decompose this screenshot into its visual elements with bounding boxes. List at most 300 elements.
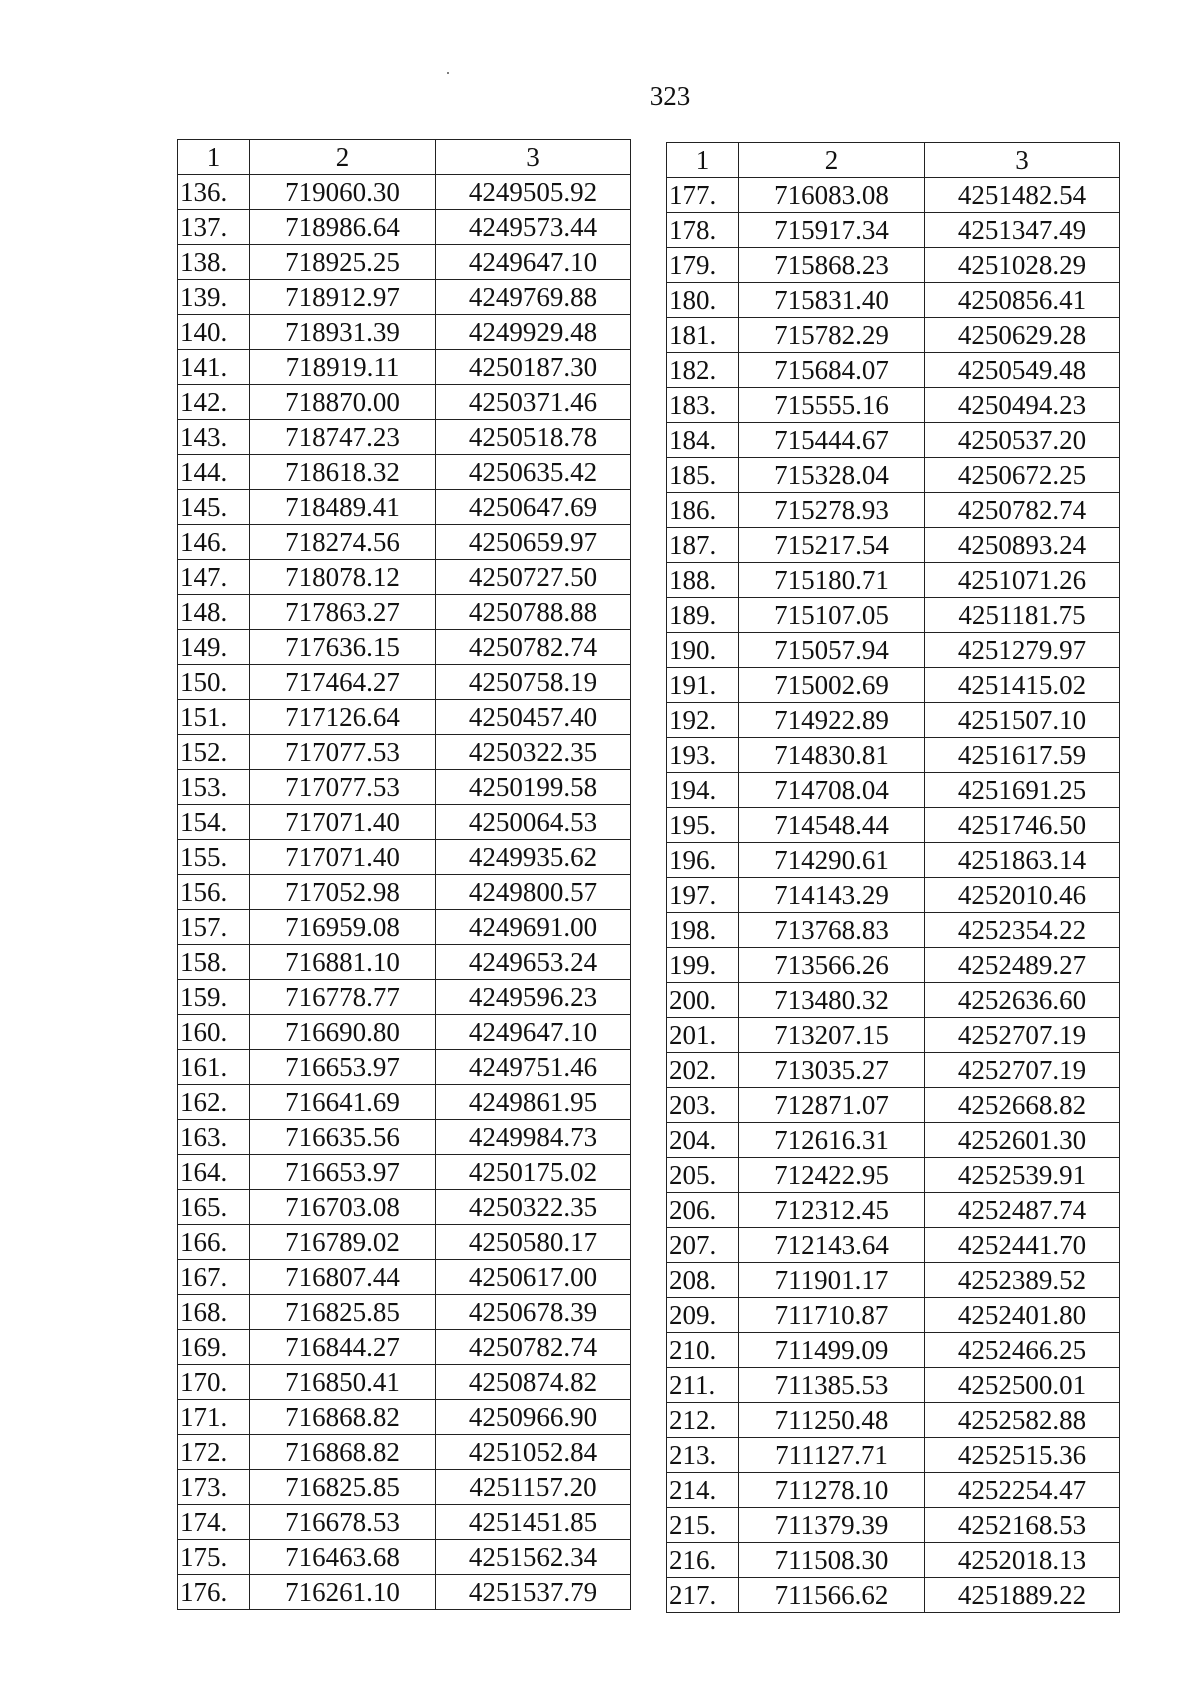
x-coordinate-cell: 716825.85 <box>250 1470 436 1505</box>
table-row <box>178 1085 631 1120</box>
x-coordinate-cell: 715107.05 <box>739 598 925 633</box>
point-number-cell: 136. <box>178 175 250 210</box>
y-coordinate-cell: 4250549.48 <box>925 353 1120 388</box>
table-row <box>667 493 1120 528</box>
y-coordinate-cell: 4252389.52 <box>925 1263 1120 1298</box>
x-coordinate-cell: 715444.67 <box>739 423 925 458</box>
y-coordinate-cell: 4250758.19 <box>436 665 631 700</box>
x-coordinate-cell: 716868.82 <box>250 1435 436 1470</box>
table-row <box>178 630 631 665</box>
y-coordinate-cell: 4250187.30 <box>436 350 631 385</box>
x-coordinate-cell: 712616.31 <box>739 1123 925 1158</box>
point-number-cell: 152. <box>178 735 250 770</box>
point-number-cell: 149. <box>178 630 250 665</box>
y-coordinate-cell: 4250874.82 <box>436 1365 631 1400</box>
table-row <box>667 1403 1120 1438</box>
y-coordinate-cell: 4249751.46 <box>436 1050 631 1085</box>
y-coordinate-cell: 4250678.39 <box>436 1295 631 1330</box>
x-coordinate-cell: 716868.82 <box>250 1400 436 1435</box>
table-row <box>667 283 1120 318</box>
x-coordinate-cell: 717464.27 <box>250 665 436 700</box>
y-coordinate-cell: 4252539.91 <box>925 1158 1120 1193</box>
table-row <box>667 423 1120 458</box>
point-number-cell: 199. <box>667 948 739 983</box>
table-row <box>667 1053 1120 1088</box>
x-coordinate-cell: 716641.69 <box>250 1085 436 1120</box>
x-coordinate-cell: 716261.10 <box>250 1575 436 1610</box>
x-coordinate-cell: 714290.61 <box>739 843 925 878</box>
point-number-cell: 169. <box>178 1330 250 1365</box>
table-row <box>667 808 1120 843</box>
x-coordinate-cell: 716807.44 <box>250 1260 436 1295</box>
point-number-cell: 146. <box>178 525 250 560</box>
x-coordinate-cell: 711901.17 <box>739 1263 925 1298</box>
y-coordinate-cell: 4251617.59 <box>925 738 1120 773</box>
x-coordinate-cell: 711566.62 <box>739 1578 925 1613</box>
x-coordinate-cell: 718986.64 <box>250 210 436 245</box>
point-number-cell: 156. <box>178 875 250 910</box>
point-number-cell: 139. <box>178 280 250 315</box>
y-coordinate-cell: 4250782.74 <box>436 630 631 665</box>
point-number-cell: 183. <box>667 388 739 423</box>
x-coordinate-cell: 716778.77 <box>250 980 436 1015</box>
x-coordinate-cell: 713768.83 <box>739 913 925 948</box>
y-coordinate-cell: 4250629.28 <box>925 318 1120 353</box>
point-number-cell: 168. <box>178 1295 250 1330</box>
x-coordinate-cell: 715555.16 <box>739 388 925 423</box>
x-coordinate-cell: 713566.26 <box>739 948 925 983</box>
x-coordinate-cell: 717126.64 <box>250 700 436 735</box>
table-row <box>667 1228 1120 1263</box>
y-coordinate-cell: 4252487.74 <box>925 1193 1120 1228</box>
table-row <box>178 1190 631 1225</box>
y-coordinate-cell: 4249861.95 <box>436 1085 631 1120</box>
y-coordinate-cell: 4250856.41 <box>925 283 1120 318</box>
y-coordinate-cell: 4251562.34 <box>436 1540 631 1575</box>
point-number-cell: 155. <box>178 840 250 875</box>
table-row <box>667 248 1120 283</box>
point-number-cell: 203. <box>667 1088 739 1123</box>
table-row <box>178 1050 631 1085</box>
point-number-cell: 154. <box>178 805 250 840</box>
table-row <box>178 1260 631 1295</box>
table-row <box>178 665 631 700</box>
table-row <box>667 1333 1120 1368</box>
point-number-cell: 179. <box>667 248 739 283</box>
x-coordinate-cell: 715002.69 <box>739 668 925 703</box>
point-number-cell: 211. <box>667 1368 739 1403</box>
point-number-cell: 197. <box>667 878 739 913</box>
x-coordinate-cell: 716825.85 <box>250 1295 436 1330</box>
table-row <box>667 1193 1120 1228</box>
y-coordinate-cell: 4250782.74 <box>925 493 1120 528</box>
table-row <box>178 910 631 945</box>
x-coordinate-cell: 714143.29 <box>739 878 925 913</box>
y-coordinate-cell: 4252441.70 <box>925 1228 1120 1263</box>
point-number-cell: 216. <box>667 1543 739 1578</box>
coordinates-table-right <box>666 142 1120 1613</box>
x-coordinate-cell: 716844.27 <box>250 1330 436 1365</box>
y-coordinate-cell: 4251415.02 <box>925 668 1120 703</box>
point-number-cell: 193. <box>667 738 739 773</box>
table-row <box>178 490 631 525</box>
column-header-3: 3 <box>925 143 1120 178</box>
point-number-cell: 151. <box>178 700 250 735</box>
table-row <box>667 703 1120 738</box>
table-row <box>667 948 1120 983</box>
point-number-cell: 195. <box>667 808 739 843</box>
point-number-cell: 217. <box>667 1578 739 1613</box>
point-number-cell: 150. <box>178 665 250 700</box>
y-coordinate-cell: 4250537.20 <box>925 423 1120 458</box>
y-coordinate-cell: 4251157.20 <box>436 1470 631 1505</box>
x-coordinate-cell: 712143.64 <box>739 1228 925 1263</box>
y-coordinate-cell: 4252354.22 <box>925 913 1120 948</box>
point-number-cell: 172. <box>178 1435 250 1470</box>
x-coordinate-cell: 716083.08 <box>739 178 925 213</box>
point-number-cell: 184. <box>667 423 739 458</box>
point-number-cell: 147. <box>178 560 250 595</box>
point-number-cell: 187. <box>667 528 739 563</box>
x-coordinate-cell: 718274.56 <box>250 525 436 560</box>
x-coordinate-cell: 717863.27 <box>250 595 436 630</box>
table-row <box>667 353 1120 388</box>
y-coordinate-cell: 4251028.29 <box>925 248 1120 283</box>
y-coordinate-cell: 4250788.88 <box>436 595 631 630</box>
table-row <box>667 1543 1120 1578</box>
x-coordinate-cell: 717071.40 <box>250 805 436 840</box>
y-coordinate-cell: 4250893.24 <box>925 528 1120 563</box>
y-coordinate-cell: 4250966.90 <box>436 1400 631 1435</box>
x-coordinate-cell: 716703.08 <box>250 1190 436 1225</box>
point-number-cell: 207. <box>667 1228 739 1263</box>
point-number-cell: 178. <box>667 213 739 248</box>
point-number-cell: 145. <box>178 490 250 525</box>
table-row <box>178 560 631 595</box>
y-coordinate-cell: 4251071.26 <box>925 563 1120 598</box>
y-coordinate-cell: 4250494.23 <box>925 388 1120 423</box>
x-coordinate-cell: 718925.25 <box>250 245 436 280</box>
point-number-cell: 161. <box>178 1050 250 1085</box>
point-number-cell: 177. <box>667 178 739 213</box>
table-row <box>178 1435 631 1470</box>
table-row <box>178 385 631 420</box>
table-row <box>178 1330 631 1365</box>
y-coordinate-cell: 4250371.46 <box>436 385 631 420</box>
y-coordinate-cell: 4252582.88 <box>925 1403 1120 1438</box>
table-row <box>178 245 631 280</box>
x-coordinate-cell: 717052.98 <box>250 875 436 910</box>
x-coordinate-cell: 711379.39 <box>739 1508 925 1543</box>
table-row <box>178 1540 631 1575</box>
y-coordinate-cell: 4250659.97 <box>436 525 631 560</box>
y-coordinate-cell: 4252515.36 <box>925 1438 1120 1473</box>
point-number-cell: 192. <box>667 703 739 738</box>
y-coordinate-cell: 4250064.53 <box>436 805 631 840</box>
page-number: 323 <box>649 81 691 111</box>
point-number-cell: 189. <box>667 598 739 633</box>
table-row <box>178 770 631 805</box>
y-coordinate-cell: 4252018.13 <box>925 1543 1120 1578</box>
point-number-cell: 153. <box>178 770 250 805</box>
point-number-cell: 210. <box>667 1333 739 1368</box>
y-coordinate-cell: 4250457.40 <box>436 700 631 735</box>
point-number-cell: 141. <box>178 350 250 385</box>
column-header-2: 2 <box>739 143 925 178</box>
point-number-cell: 202. <box>667 1053 739 1088</box>
point-number-cell: 157. <box>178 910 250 945</box>
table-row <box>667 1578 1120 1613</box>
x-coordinate-cell: 716789.02 <box>250 1225 436 1260</box>
table-row <box>667 1473 1120 1508</box>
point-number-cell: 209. <box>667 1298 739 1333</box>
x-coordinate-cell: 717636.15 <box>250 630 436 665</box>
table-row <box>178 875 631 910</box>
x-coordinate-cell: 714922.89 <box>739 703 925 738</box>
table-row <box>667 1158 1120 1193</box>
table-row <box>178 735 631 770</box>
point-number-cell: 185. <box>667 458 739 493</box>
y-coordinate-cell: 4252707.19 <box>925 1053 1120 1088</box>
x-coordinate-cell: 711250.48 <box>739 1403 925 1438</box>
table-row <box>178 805 631 840</box>
x-coordinate-cell: 716690.80 <box>250 1015 436 1050</box>
x-coordinate-cell: 716463.68 <box>250 1540 436 1575</box>
x-coordinate-cell: 716850.41 <box>250 1365 436 1400</box>
table-row <box>178 210 631 245</box>
table-row <box>667 1263 1120 1298</box>
table-row <box>178 1155 631 1190</box>
point-number-cell: 159. <box>178 980 250 1015</box>
table-row <box>178 525 631 560</box>
y-coordinate-cell: 4250175.02 <box>436 1155 631 1190</box>
table-row <box>178 350 631 385</box>
x-coordinate-cell: 716653.97 <box>250 1050 436 1085</box>
y-coordinate-cell: 4250518.78 <box>436 420 631 455</box>
y-coordinate-cell: 4249769.88 <box>436 280 631 315</box>
x-coordinate-cell: 715278.93 <box>739 493 925 528</box>
y-coordinate-cell: 4251482.54 <box>925 178 1120 213</box>
table-row <box>178 1365 631 1400</box>
table-row <box>178 840 631 875</box>
table-row <box>667 178 1120 213</box>
y-coordinate-cell: 4251181.75 <box>925 598 1120 633</box>
y-coordinate-cell: 4250199.58 <box>436 770 631 805</box>
table-row <box>178 1015 631 1050</box>
table-row <box>178 945 631 980</box>
table-row <box>178 175 631 210</box>
x-coordinate-cell: 716881.10 <box>250 945 436 980</box>
y-coordinate-cell: 4251507.10 <box>925 703 1120 738</box>
scan-speck <box>447 72 449 74</box>
y-coordinate-cell: 4252010.46 <box>925 878 1120 913</box>
y-coordinate-cell: 4251279.97 <box>925 633 1120 668</box>
point-number-cell: 165. <box>178 1190 250 1225</box>
point-number-cell: 167. <box>178 1260 250 1295</box>
point-number-cell: 200. <box>667 983 739 1018</box>
y-coordinate-cell: 4249984.73 <box>436 1120 631 1155</box>
table-row <box>667 983 1120 1018</box>
y-coordinate-cell: 4252601.30 <box>925 1123 1120 1158</box>
x-coordinate-cell: 716959.08 <box>250 910 436 945</box>
x-coordinate-cell: 714830.81 <box>739 738 925 773</box>
y-coordinate-cell: 4252168.53 <box>925 1508 1120 1543</box>
point-number-cell: 198. <box>667 913 739 948</box>
table-row <box>667 668 1120 703</box>
point-number-cell: 164. <box>178 1155 250 1190</box>
table-header-row <box>667 143 1120 178</box>
table-row <box>178 1120 631 1155</box>
y-coordinate-cell: 4249929.48 <box>436 315 631 350</box>
point-number-cell: 144. <box>178 455 250 490</box>
table-header-row <box>178 140 631 175</box>
coordinates-table-left <box>177 139 631 1610</box>
table-row <box>178 1575 631 1610</box>
x-coordinate-cell: 719060.30 <box>250 175 436 210</box>
y-coordinate-cell: 4252500.01 <box>925 1368 1120 1403</box>
y-coordinate-cell: 4251691.25 <box>925 773 1120 808</box>
y-coordinate-cell: 4250322.35 <box>436 1190 631 1225</box>
x-coordinate-cell: 717077.53 <box>250 735 436 770</box>
point-number-cell: 137. <box>178 210 250 245</box>
y-coordinate-cell: 4249596.23 <box>436 980 631 1015</box>
x-coordinate-cell: 711127.71 <box>739 1438 925 1473</box>
point-number-cell: 148. <box>178 595 250 630</box>
point-number-cell: 166. <box>178 1225 250 1260</box>
table-row <box>667 563 1120 598</box>
point-number-cell: 158. <box>178 945 250 980</box>
table-row <box>667 773 1120 808</box>
table-row <box>178 1505 631 1540</box>
x-coordinate-cell: 712422.95 <box>739 1158 925 1193</box>
point-number-cell: 175. <box>178 1540 250 1575</box>
point-number-cell: 182. <box>667 353 739 388</box>
x-coordinate-cell: 715217.54 <box>739 528 925 563</box>
table-row <box>667 1508 1120 1543</box>
y-coordinate-cell: 4251746.50 <box>925 808 1120 843</box>
y-coordinate-cell: 4249505.92 <box>436 175 631 210</box>
y-coordinate-cell: 4249573.44 <box>436 210 631 245</box>
y-coordinate-cell: 4251451.85 <box>436 1505 631 1540</box>
point-number-cell: 181. <box>667 318 739 353</box>
x-coordinate-cell: 718489.41 <box>250 490 436 525</box>
table-row <box>667 1123 1120 1158</box>
y-coordinate-cell: 4249653.24 <box>436 945 631 980</box>
point-number-cell: 201. <box>667 1018 739 1053</box>
y-coordinate-cell: 4251889.22 <box>925 1578 1120 1613</box>
x-coordinate-cell: 711385.53 <box>739 1368 925 1403</box>
y-coordinate-cell: 4250782.74 <box>436 1330 631 1365</box>
table-row <box>667 1438 1120 1473</box>
table-row <box>667 213 1120 248</box>
point-number-cell: 215. <box>667 1508 739 1543</box>
x-coordinate-cell: 713480.32 <box>739 983 925 1018</box>
y-coordinate-cell: 4251537.79 <box>436 1575 631 1610</box>
x-coordinate-cell: 716653.97 <box>250 1155 436 1190</box>
x-coordinate-cell: 713207.15 <box>739 1018 925 1053</box>
y-coordinate-cell: 4249647.10 <box>436 1015 631 1050</box>
x-coordinate-cell: 715782.29 <box>739 318 925 353</box>
point-number-cell: 173. <box>178 1470 250 1505</box>
point-number-cell: 206. <box>667 1193 739 1228</box>
x-coordinate-cell: 715180.71 <box>739 563 925 598</box>
y-coordinate-cell: 4252489.27 <box>925 948 1120 983</box>
y-coordinate-cell: 4251052.84 <box>436 1435 631 1470</box>
x-coordinate-cell: 712312.45 <box>739 1193 925 1228</box>
x-coordinate-cell: 712871.07 <box>739 1088 925 1123</box>
x-coordinate-cell: 715057.94 <box>739 633 925 668</box>
x-coordinate-cell: 717077.53 <box>250 770 436 805</box>
column-header-1: 1 <box>178 140 250 175</box>
point-number-cell: 142. <box>178 385 250 420</box>
y-coordinate-cell: 4250647.69 <box>436 490 631 525</box>
y-coordinate-cell: 4250322.35 <box>436 735 631 770</box>
y-coordinate-cell: 4249647.10 <box>436 245 631 280</box>
point-number-cell: 194. <box>667 773 739 808</box>
point-number-cell: 160. <box>178 1015 250 1050</box>
x-coordinate-cell: 718747.23 <box>250 420 436 455</box>
table-row <box>667 738 1120 773</box>
point-number-cell: 212. <box>667 1403 739 1438</box>
table-row <box>667 318 1120 353</box>
x-coordinate-cell: 718078.12 <box>250 560 436 595</box>
y-coordinate-cell: 4249691.00 <box>436 910 631 945</box>
table-row <box>178 1400 631 1435</box>
y-coordinate-cell: 4252707.19 <box>925 1018 1120 1053</box>
y-coordinate-cell: 4250635.42 <box>436 455 631 490</box>
point-number-cell: 213. <box>667 1438 739 1473</box>
y-coordinate-cell: 4252254.47 <box>925 1473 1120 1508</box>
table-row <box>178 455 631 490</box>
x-coordinate-cell: 715831.40 <box>739 283 925 318</box>
table-row <box>178 280 631 315</box>
table-row <box>667 598 1120 633</box>
table-row <box>178 420 631 455</box>
point-number-cell: 208. <box>667 1263 739 1298</box>
x-coordinate-cell: 713035.27 <box>739 1053 925 1088</box>
point-number-cell: 163. <box>178 1120 250 1155</box>
table-row <box>178 315 631 350</box>
table-row <box>667 388 1120 423</box>
x-coordinate-cell: 711278.10 <box>739 1473 925 1508</box>
point-number-cell: 188. <box>667 563 739 598</box>
table-row <box>667 1298 1120 1333</box>
x-coordinate-cell: 718870.00 <box>250 385 436 420</box>
x-coordinate-cell: 718618.32 <box>250 455 436 490</box>
y-coordinate-cell: 4250580.17 <box>436 1225 631 1260</box>
x-coordinate-cell: 715917.34 <box>739 213 925 248</box>
y-coordinate-cell: 4250617.00 <box>436 1260 631 1295</box>
table-row <box>178 1295 631 1330</box>
point-number-cell: 143. <box>178 420 250 455</box>
point-number-cell: 204. <box>667 1123 739 1158</box>
point-number-cell: 174. <box>178 1505 250 1540</box>
table-row <box>178 1225 631 1260</box>
x-coordinate-cell: 711508.30 <box>739 1543 925 1578</box>
point-number-cell: 138. <box>178 245 250 280</box>
table-row <box>178 595 631 630</box>
x-coordinate-cell: 718931.39 <box>250 315 436 350</box>
point-number-cell: 191. <box>667 668 739 703</box>
point-number-cell: 214. <box>667 1473 739 1508</box>
y-coordinate-cell: 4252636.60 <box>925 983 1120 1018</box>
point-number-cell: 205. <box>667 1158 739 1193</box>
x-coordinate-cell: 716678.53 <box>250 1505 436 1540</box>
x-coordinate-cell: 718919.11 <box>250 350 436 385</box>
y-coordinate-cell: 4252401.80 <box>925 1298 1120 1333</box>
table-row <box>667 878 1120 913</box>
point-number-cell: 162. <box>178 1085 250 1120</box>
